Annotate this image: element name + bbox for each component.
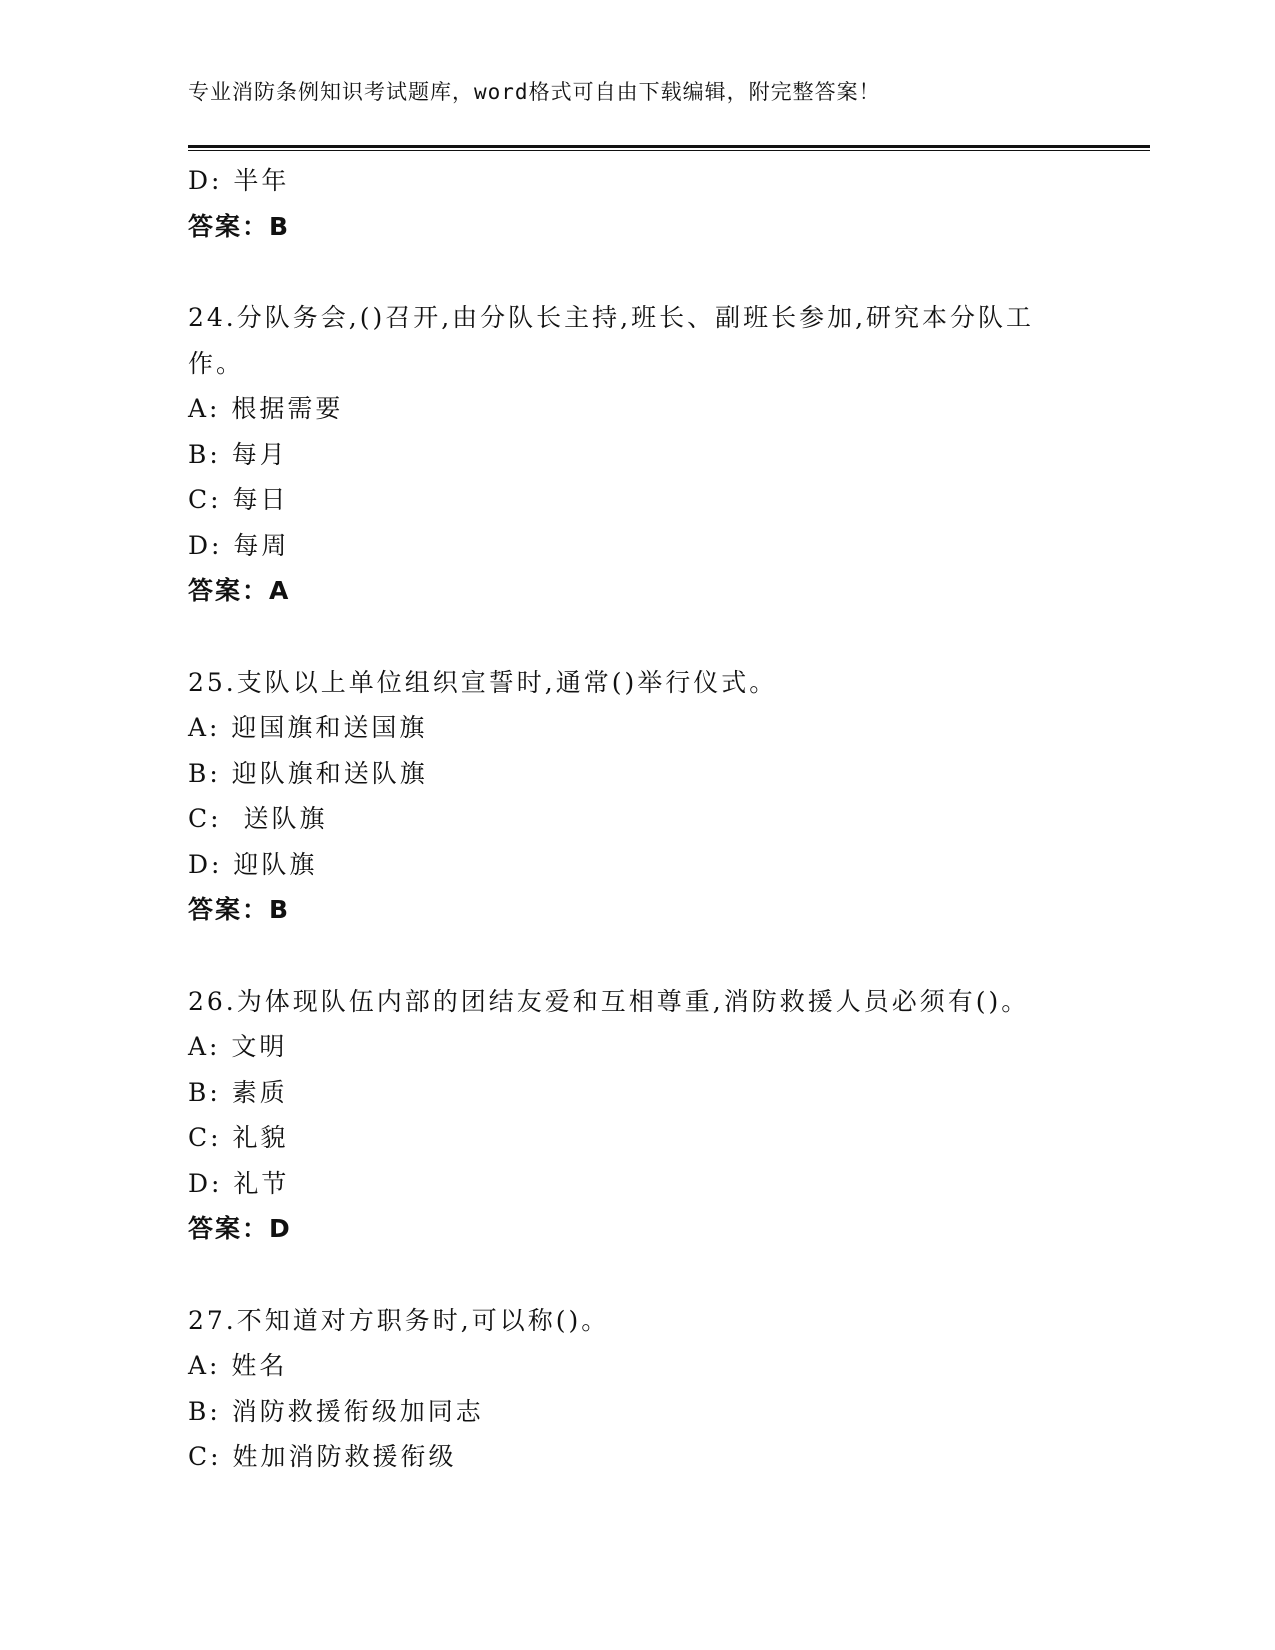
answer: 答案：A — [188, 576, 291, 605]
answer: 答案：B — [188, 895, 291, 924]
header-rule-thin — [188, 150, 1150, 151]
header-rule-thick — [188, 145, 1150, 148]
option-b: B: 每月 — [188, 439, 288, 469]
question-27 — [188, 1298, 1088, 1480]
question-stem: 25.支队以上单位组织宣誓时,通常()举行仪式。 — [188, 667, 778, 697]
question-stem: 26.为体现队伍内部的团结友爱和互相尊重,消防救援人员必须有()。 — [188, 986, 1030, 1016]
option-b: B: 素质 — [188, 1077, 288, 1107]
option-c: C: 姓加消防救援衔级 — [188, 1442, 457, 1471]
option-c: C: 送队旗 — [188, 804, 328, 833]
answer: 答案：D — [188, 1214, 292, 1243]
option-b: B: 迎队旗和送队旗 — [188, 758, 428, 788]
page-header: 专业消防条例知识考试题库，word格式可自由下载编辑，附完整答案！ — [188, 80, 881, 104]
option-a: A: 姓名 — [188, 1351, 288, 1380]
question-25 — [188, 660, 1088, 933]
option-a: A: 迎国旗和送国旗 — [188, 713, 428, 742]
option-c: C: 礼貌 — [188, 1123, 289, 1152]
question-stem: 27.不知道对方职务时,可以称()。 — [188, 1305, 610, 1335]
document-body — [188, 158, 1088, 1480]
option-b: B: 消防救援衔级加同志 — [188, 1396, 484, 1426]
option-d: D: 每周 — [188, 530, 290, 560]
option-d: D: 迎队旗 — [188, 849, 318, 879]
option-d: D: 礼节 — [188, 1168, 290, 1198]
question-26 — [188, 979, 1088, 1252]
option-a: A: 根据需要 — [188, 394, 344, 423]
question-stem: 24.分队务会,()召开,由分队长主持,班长、副班长参加,研究本分队工作。 — [188, 303, 1035, 378]
option-a: A: 文明 — [188, 1032, 288, 1061]
option-d: D: 半年 — [188, 166, 290, 195]
answer: 答案：B — [188, 211, 291, 241]
question-24 — [188, 295, 1088, 614]
option-c: C: 每日 — [188, 485, 289, 514]
